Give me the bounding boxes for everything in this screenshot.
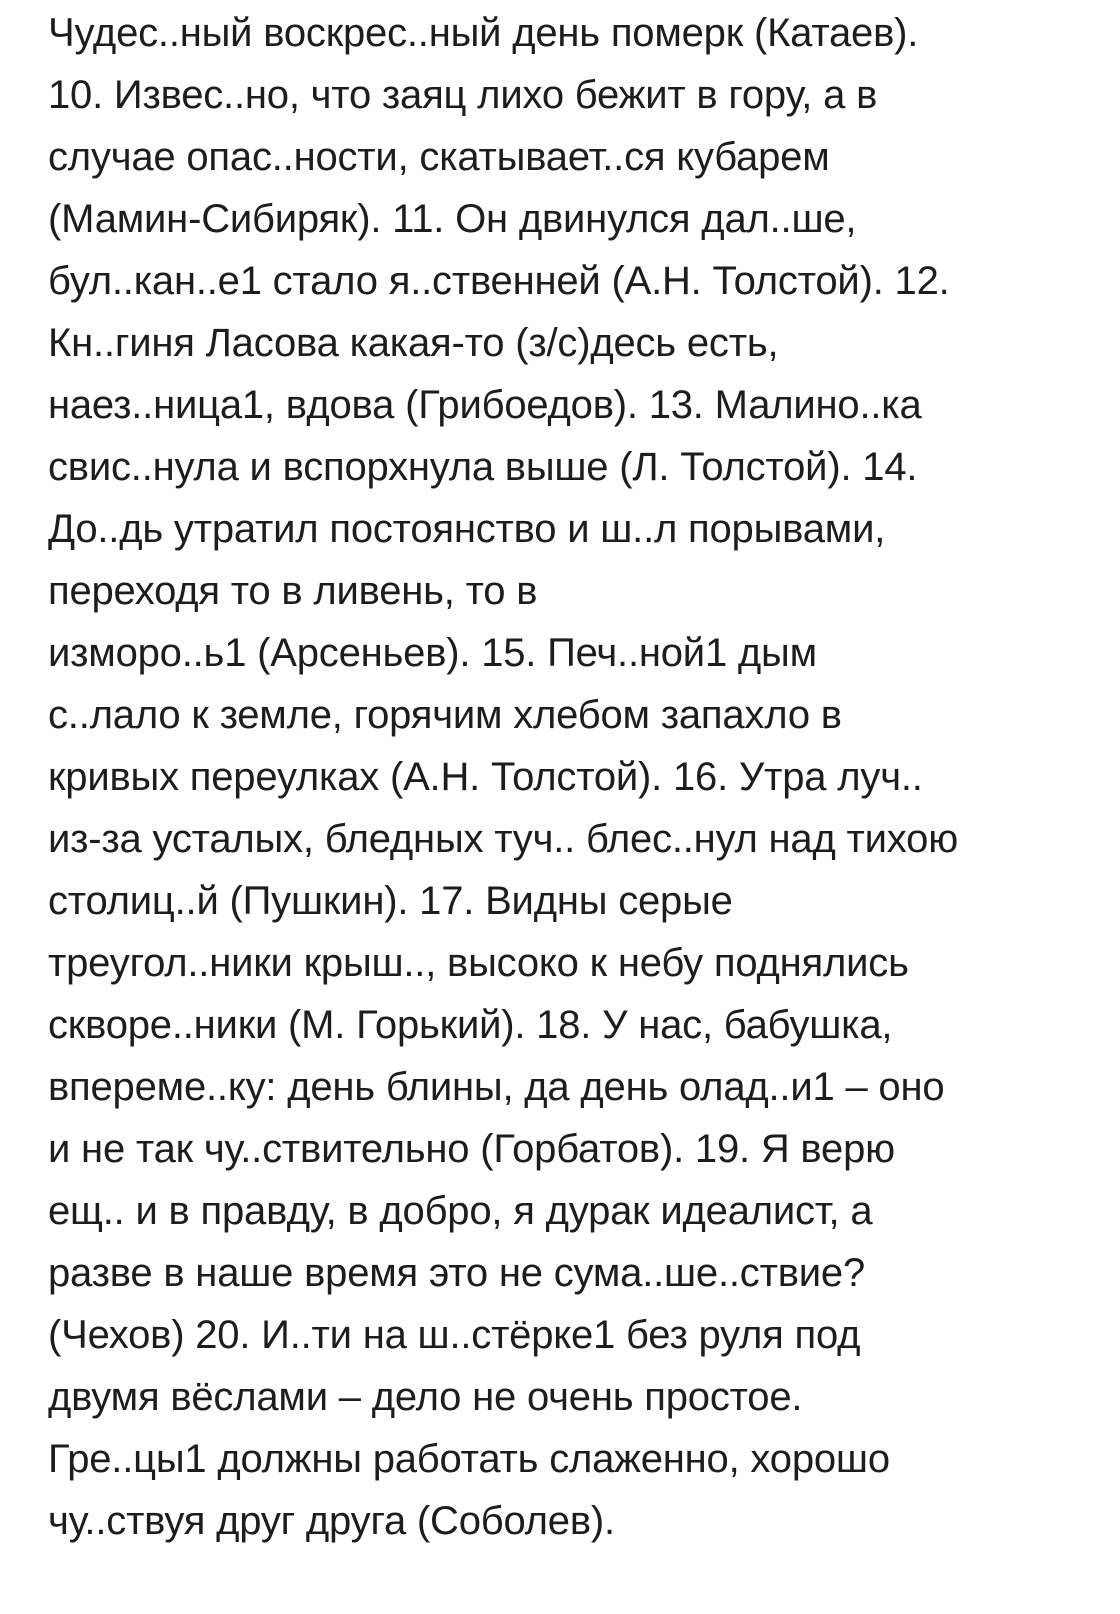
text-line: Гре..цы1 должны работать слаженно, хорошо — [48, 1437, 890, 1481]
text-line: Кн..гиня Ласова какая-то (з/с)десь есть, — [48, 321, 779, 365]
text-line: (Чехов) 20. И..ти на ш..стёрке1 без руля под — [48, 1313, 861, 1357]
text-line: столиц..й (Пушкин). 17. Видны серые — [48, 879, 733, 923]
text-line: наез..ница1, вдова (Грибоедов). 13. Малино..ка — [48, 383, 922, 427]
text-line: треугол..ники крыш.., высоко к небу поднялись — [48, 941, 909, 985]
text-line: скворе..ники (М. Горький). 18. У нас, бабушка, — [48, 1003, 893, 1047]
text-line: свис..нула и вспорхнула выше (Л. Толстой). 14. — [48, 445, 918, 489]
text-line: впереме..ку: день блины, да день олад..и1 – оно — [48, 1065, 945, 1109]
text-line: разве в наше время это не сума..ше..ствие? — [48, 1251, 866, 1295]
text-line: из-за усталых, бледных туч.. блес..нул над тихою — [48, 817, 958, 861]
text-line: ещ.. и в правду, в добро, я дурак идеалист, а — [48, 1189, 873, 1233]
text-line: кривых переулках (А.Н. Толстой). 16. Утра луч.. — [48, 755, 923, 799]
text-line: переходя то в ливень, то в — [48, 569, 538, 613]
text-line: случае опас..ности, скатывает..ся кубарем — [48, 135, 830, 179]
text-line: 10. Извес..но, что заяц лихо бежит в гору, а в — [48, 73, 878, 117]
text-line: чу..ствуя друг друга (Соболев). — [48, 1499, 615, 1543]
text-line: и не так чу..ствительно (Горбатов). 19. Я верю — [48, 1127, 895, 1171]
text-line: (Мамин-Сибиряк). 11. Он двинулся дал..ше, — [48, 197, 857, 241]
text-line: бул..кан..е1 стало я..ственней (А.Н. Толстой). 12. — [48, 259, 950, 303]
exercise-text — [48, 0, 1108, 1552]
text-line: Чудес..ный воскрес..ный день померк (Катаев). — [48, 11, 919, 55]
text-line: До..дь утратил постоянство и ш..л порывами, — [48, 507, 886, 551]
text-line: с..лало к земле, горячим хлебом запахло в — [48, 693, 842, 737]
text-line: двумя вёслами – дело не очень простое. — [48, 1375, 803, 1419]
text-line: изморо..ь1 (Арсеньев). 15. Печ..ной1 дым — [48, 631, 817, 675]
